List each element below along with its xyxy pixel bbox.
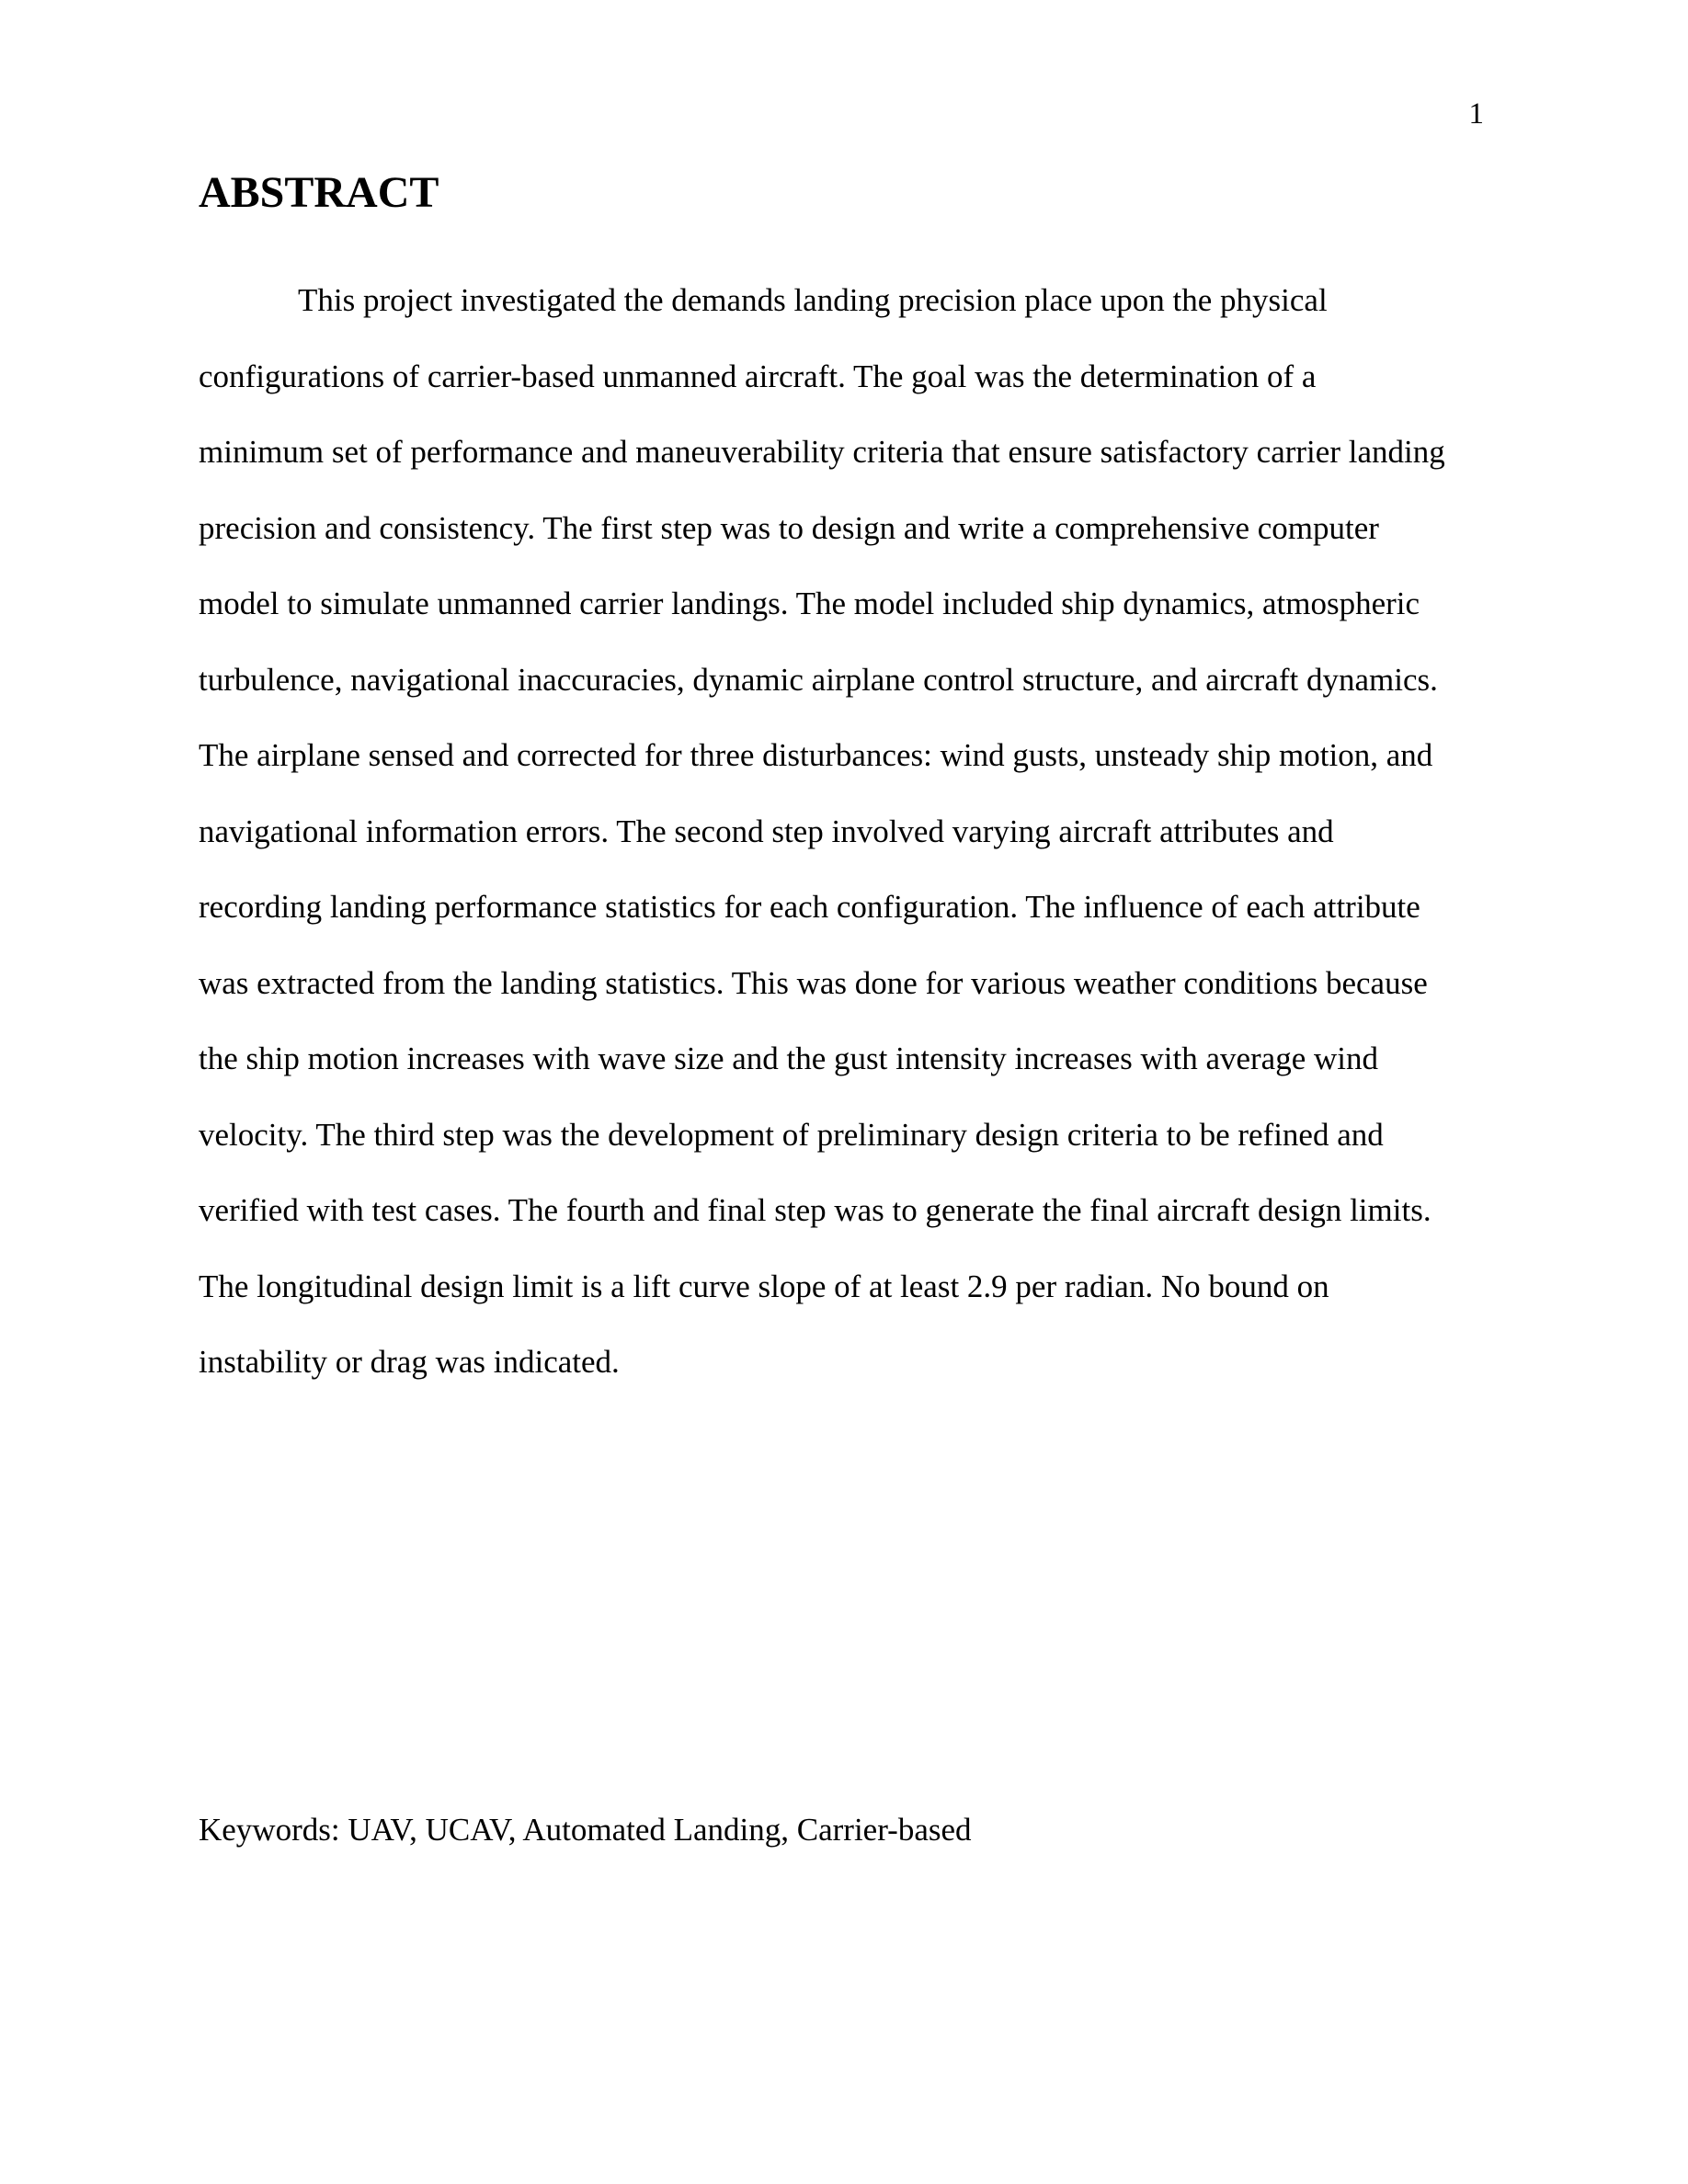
abstract-line: verified with test cases. The fourth and final step was to generate the final aircraft design limits. [199, 1192, 1431, 1228]
abstract-line: This project investigated the demands landing precision place upon the physical [298, 282, 1328, 318]
abstract-line: navigational information errors. The second step involved varying aircraft attributes and [199, 813, 1334, 849]
abstract-body [199, 263, 1493, 1401]
abstract-line: model to simulate unmanned carrier landings. The model included ship dynamics, atmospheric [199, 586, 1420, 621]
abstract-line: precision and consistency. The first step was to design and write a comprehensive computer [199, 509, 1379, 546]
keywords-line: Keywords: UAV, UCAV, Automated Landing, Carrier-based [199, 1812, 972, 1848]
abstract-line: minimum set of performance and maneuverability criteria that ensure satisfactory carrier landing [199, 434, 1445, 470]
abstract-line: The longitudinal design limit is a lift curve slope of at least 2.9 per radian. No bound on [199, 1268, 1329, 1304]
abstract-line: velocity. The third step was the development of preliminary design criteria to be refined and [199, 1116, 1384, 1153]
abstract-line: instability or drag was indicated. [199, 1344, 620, 1380]
page-number: 1 [1468, 97, 1484, 131]
abstract-heading: ABSTRACT [199, 168, 439, 217]
abstract-line: recording landing performance statistics for each configuration. The influence of each attribute [199, 889, 1420, 925]
abstract-line: the ship motion increases with wave size and the gust intensity increases with average wind [199, 1041, 1378, 1076]
abstract-line: turbulence, navigational inaccuracies, dynamic airplane control structure, and aircraft dynamics. [199, 661, 1438, 698]
abstract-line: The airplane sensed and corrected for three disturbances: wind gusts, unsteady ship motion, and [199, 737, 1433, 773]
abstract-line: was extracted from the landing statistics. This was done for various weather conditions because [199, 964, 1428, 1001]
abstract-line: configurations of carrier-based unmanned aircraft. The goal was the determination of a [199, 358, 1317, 394]
